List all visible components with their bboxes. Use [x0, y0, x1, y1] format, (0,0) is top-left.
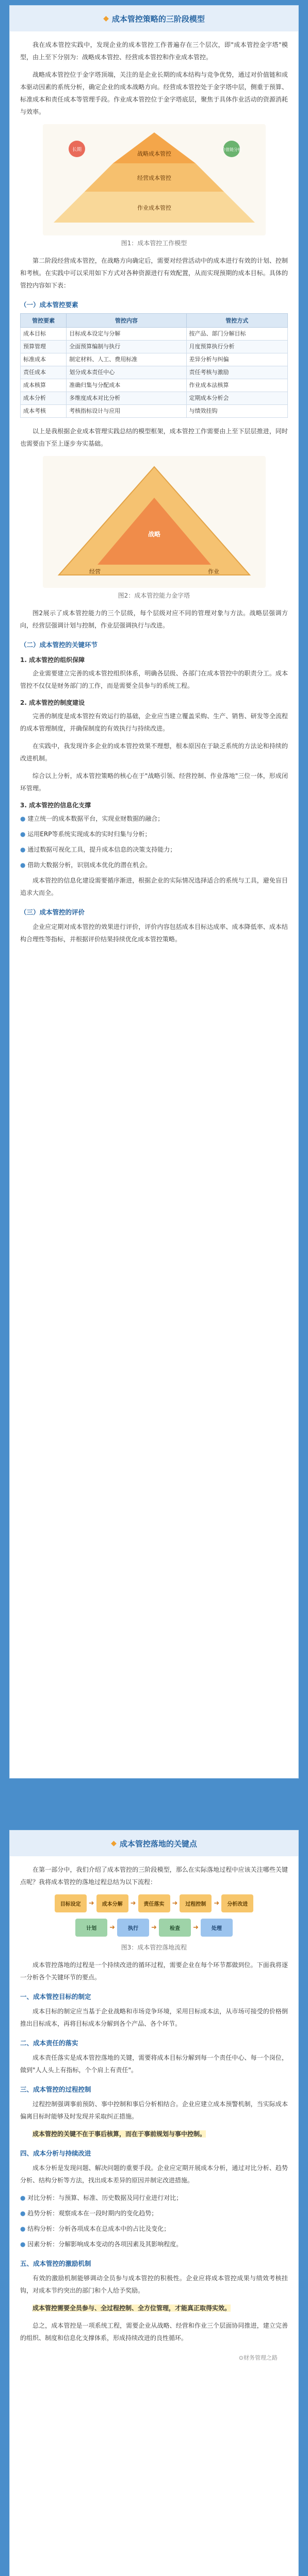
table-header: 管控方式 — [186, 314, 288, 328]
paragraph: 有效的激励机制能够调动全员参与成本管控的积极性。企业应将成本管控成果与绩效考核挂钩，对成本节约突出的部门和个人给予奖励。 — [20, 2275, 288, 2294]
pyramid-mid-label: 经营成本管控 — [137, 175, 171, 181]
subheading: （三）成本管控的评价 — [20, 908, 85, 916]
page — [0, 5, 308, 2576]
numbered-heading: 2. 成本管控的制度建设 — [20, 699, 85, 706]
process-step: 分析改进 — [221, 1894, 253, 1912]
arrow-right-icon: ➜ — [109, 1924, 116, 1931]
triangle-right-label: 作业 — [207, 568, 219, 575]
table-row — [21, 353, 288, 366]
table-cell: 成本分析 — [21, 392, 67, 405]
cycle-step: 计划 — [75, 1919, 107, 1937]
highlight-text: 成本管控的关键不在于事后核算，而在于事前规划与事中控制。 — [33, 2130, 206, 2138]
capability-pyramid-figure — [20, 456, 288, 588]
table-cell: 月度预算执行分析 — [186, 341, 288, 353]
capability-pyramid-diagram — [46, 459, 263, 583]
list-item: ● 通过数据可视化工具，提升成本信息的决策支持能力； — [20, 843, 288, 856]
arrow-right-icon: ➜ — [214, 1900, 220, 1907]
table-cell: 责任成本 — [21, 366, 67, 379]
paragraph: 我在成本管控实践中，发现企业的成本管控工作普遍存在三个层次，即"成本管控金字塔"模型，由上至下分别为：战略成本管控、经营成本管控和作业成本管控。 — [20, 41, 288, 61]
list-item: ● 运用ERP等系统实现成本的实时归集与分析； — [20, 828, 288, 840]
paragraph: 战略成本管控位于金字塔顶端，关注的是企业长期的成本结构与竞争优势，通过对价值链和成本驱动因素的系统分析，确定企业的成本战略方向。经营成本管控处于金字塔中层，侧重于预算、标准成本和责任成本等管理手段。作业成本管控位于金字塔底层，聚焦于具体作业活动的资源消耗与效率。 — [20, 71, 288, 115]
table-cell: 成本目标 — [21, 328, 67, 341]
list-item: ● 趋势分析：观察成本在一段时期内的变化趋势； — [20, 2207, 288, 2219]
table-header: 管控内容 — [67, 314, 186, 328]
subheading: 四、成本分析与持续改进 — [20, 2149, 91, 2157]
list-item: ● 借助大数据分析，识别成本优化的潜在机会。 — [20, 859, 288, 871]
section-title: 成本管控策略的三阶段模型 — [111, 14, 205, 24]
subheading: （二）成本管控的关键环节 — [20, 641, 98, 649]
section-title-banner — [10, 6, 298, 31]
cycle-step: 检查 — [159, 1919, 191, 1937]
table-cell: 成本考核 — [21, 405, 67, 418]
numbered-heading: 1. 成本管控的组织保障 — [20, 656, 85, 664]
table-cell: 责任考核与激励 — [186, 366, 288, 379]
paragraph: 综合以上分析，成本管控策略的核心在于"战略引领、经营控制、作业落地"三位一体，形成闭环管理。 — [20, 772, 288, 792]
paragraph: 成本目标的制定应当基于企业战略和市场竞争环境，采用目标成本法，从市场可接受的价格倒推出目标成本，再将目标成本分解到各个产品、各个环节。 — [20, 2008, 288, 2027]
paragraph: 第二阶段经营成本管控，在战略方向确定后，需要对经营活动中的成本进行有效的计划、控制和考核。在实践中可以采用如下方式对各种资源进行有效配置，从而实现预期的成本目标。具体的管控内容如下表： — [20, 257, 288, 289]
paragraph: 以上是我根据企业成本管理实践总结的模型框架，成本管控工作需要由上至下层层推进，同时也需要由下至上逐步夯实基础。 — [20, 428, 288, 447]
table-cell: 制定材料、人工、费用标准 — [67, 353, 186, 366]
paragraph: 在实践中，我发现许多企业的成本管控效果不理想，根本原因在于缺乏系统的方法论和持续的改进机制。 — [20, 742, 288, 762]
control-elements-table — [20, 313, 288, 418]
triangle-left-label: 经营 — [89, 568, 101, 575]
pyramid-top-label: 战略成本管控 — [137, 150, 171, 157]
article-section-2 — [9, 1830, 299, 2576]
highlight-text: 成本管控需要全员参与、全过程控制、全方位管理，才能真正取得实效。 — [33, 2304, 231, 2312]
table-cell: 作业成本法核算 — [186, 379, 288, 392]
paragraph: 总之，成本管控是一项系统工程，需要企业从战略、经营和作业三个层面协同推进，建立完善的组织、制度和信息化支撑体系，形成持续改进的良性循环。 — [20, 2322, 288, 2342]
subheading: 五、成本管控的激励机制 — [20, 2260, 91, 2267]
paragraph: 企业需要建立完善的成本管控组织体系，明确各层级、各部门在成本管控中的职责分工。成本管控不仅仅是财务部门的工作，而是需要全员参与的系统工程。 — [20, 670, 288, 689]
table-cell: 预算管理 — [21, 341, 67, 353]
figure-caption: 图3：成本管控落地流程 — [121, 1944, 187, 1951]
table-row — [21, 405, 288, 418]
list-item: ● 建立统一的成本数据平台，实现业财数据的融合； — [20, 812, 288, 825]
pyramid-figure — [20, 124, 288, 235]
table-cell: 多维度成本对比分析 — [67, 392, 186, 405]
paragraph: 在第一部分中，我们介绍了成本管控的三阶段模型，那么在实际落地过程中应该关注哪些关键点呢？我将成本管控的落地过程总结为以下流程： — [20, 1866, 288, 1886]
watermark: ⊙财务管理之路 — [238, 2354, 278, 2361]
highlight-paragraph — [20, 2128, 288, 2140]
list-item: ● 因素分析：分解影响成本变动的各项因素及其影响程度。 — [20, 2238, 288, 2250]
subheading: （一）成本管控要素 — [20, 301, 78, 309]
highlight-paragraph — [20, 2302, 288, 2314]
table-cell: 成本核算 — [21, 379, 67, 392]
pyramid-base-label: 作业成本管控 — [137, 205, 171, 211]
arrow-right-icon: ➜ — [88, 1900, 94, 1907]
numbered-heading: 3. 成本管控的信息化支撑 — [20, 802, 91, 809]
process-step: 过程控制 — [180, 1894, 212, 1912]
list-item: ● 结构分析：分析各项成本在总成本中的占比及变化； — [20, 2223, 288, 2235]
table-row — [21, 366, 288, 379]
article-section-1 — [9, 5, 299, 1778]
figure-caption: 图1：成本管控工作模型 — [121, 240, 187, 247]
process-flow-top — [20, 1894, 288, 1912]
pyramid-top-layer — [113, 132, 196, 163]
cycle-step: 执行 — [117, 1919, 149, 1937]
list-item: ● 对比分析：与预算、标准、历史数据及同行业进行对比； — [20, 2192, 288, 2204]
process-step: 成本分解 — [96, 1894, 128, 1912]
arrow-right-icon: ➜ — [192, 1924, 199, 1931]
process-step: 目标设定 — [55, 1894, 87, 1912]
process-flow-bottom — [20, 1919, 288, 1937]
paragraph: 成本责任落实是成本管控落地的关键，需要将成本目标分解到每一个责任中心、每一个岗位，做到"人人头上有指标，个个肩上有责任"。 — [20, 2054, 288, 2074]
table-cell: 目标成本设定与分解 — [67, 328, 186, 341]
arrow-right-icon: ➜ — [151, 1924, 157, 1931]
subheading: 三、成本管控的过程控制 — [20, 2086, 91, 2093]
paragraph: 企业应定期对成本管控的效果进行评价，评价内容包括成本目标达成率、成本降低率、成本结构合理性等指标，并根据评价结果持续优化成本管控策略。 — [20, 923, 288, 943]
table-cell: 划分成本责任中心 — [67, 366, 186, 379]
paragraph: 成本管控的信息化建设需要循序渐进，根据企业的实际情况选择适合的系统与工具，避免盲目追求大而全。 — [20, 877, 288, 896]
paragraph: 成本管控落地的过程是一个持续改进的循环过程，需要企业在每个环节都做到位。下面我将逐一分析各个关键环节的要点。 — [20, 1961, 288, 1981]
table-row — [21, 341, 288, 353]
table-cell: 按产品、部门分解目标 — [186, 328, 288, 341]
left-label-1: 长期 — [72, 147, 82, 152]
table-cell: 全面预算编制与执行 — [67, 341, 186, 353]
triangle-top-label: 战略 — [148, 531, 160, 538]
table-cell: 差异分析与纠偏 — [186, 353, 288, 366]
subheading: 二、成本责任的落实 — [20, 2039, 78, 2047]
arrow-right-icon: ➜ — [130, 1900, 136, 1907]
table-cell: 考核指标设计与应用 — [67, 405, 186, 418]
table-row — [21, 392, 288, 405]
paragraph: 成本分析是发现问题、解决问题的重要手段。企业应定期开展成本分析，通过对比分析、趋势分析、结构分析等方法，找出成本差异的原因并制定改进措施。 — [20, 2164, 288, 2184]
right-label-1: 价值链分析 — [221, 147, 242, 152]
diamond-icon: ◆ — [103, 14, 109, 23]
section-title: 成本管控落地的关键点 — [119, 1839, 197, 1849]
subheading: 一、成本管控目标的制定 — [20, 1993, 91, 2001]
table-cell: 标准成本 — [21, 353, 67, 366]
diamond-icon: ◆ — [111, 1839, 117, 1848]
table-row — [21, 379, 288, 392]
cycle-step: 处理 — [201, 1919, 233, 1937]
arrow-right-icon: ➜ — [172, 1900, 178, 1907]
paragraph: 完善的制度是成本管控有效运行的基础，企业应当建立覆盖采购、生产、销售、研发等全流程的成本管理制度，并确保制度的有效执行与持续改进。 — [20, 713, 288, 732]
process-step: 责任落实 — [138, 1894, 170, 1912]
table-cell: 准确归集与分配成本 — [67, 379, 186, 392]
table-cell: 与绩效挂钩 — [186, 405, 288, 418]
paragraph: 图2展示了成本管控能力的三个层级，每个层级对应不同的管理对象与方法。战略层强调方向，经营层强调计划与控制，作业层强调执行与改进。 — [20, 609, 288, 629]
pyramid-diagram — [46, 127, 263, 230]
table-cell: 定期成本分析会 — [186, 392, 288, 405]
paragraph: 过程控制强调事前预防、事中控制和事后分析相结合。企业应建立成本预警机制，当实际成本偏离目标时能够及时发现并采取纠正措施。 — [20, 2100, 288, 2120]
section-title-banner — [10, 1831, 298, 1856]
table-header: 管控要素 — [21, 314, 67, 328]
table-row — [21, 328, 288, 341]
figure-caption: 图2：成本管控能力金字塔 — [118, 592, 190, 599]
